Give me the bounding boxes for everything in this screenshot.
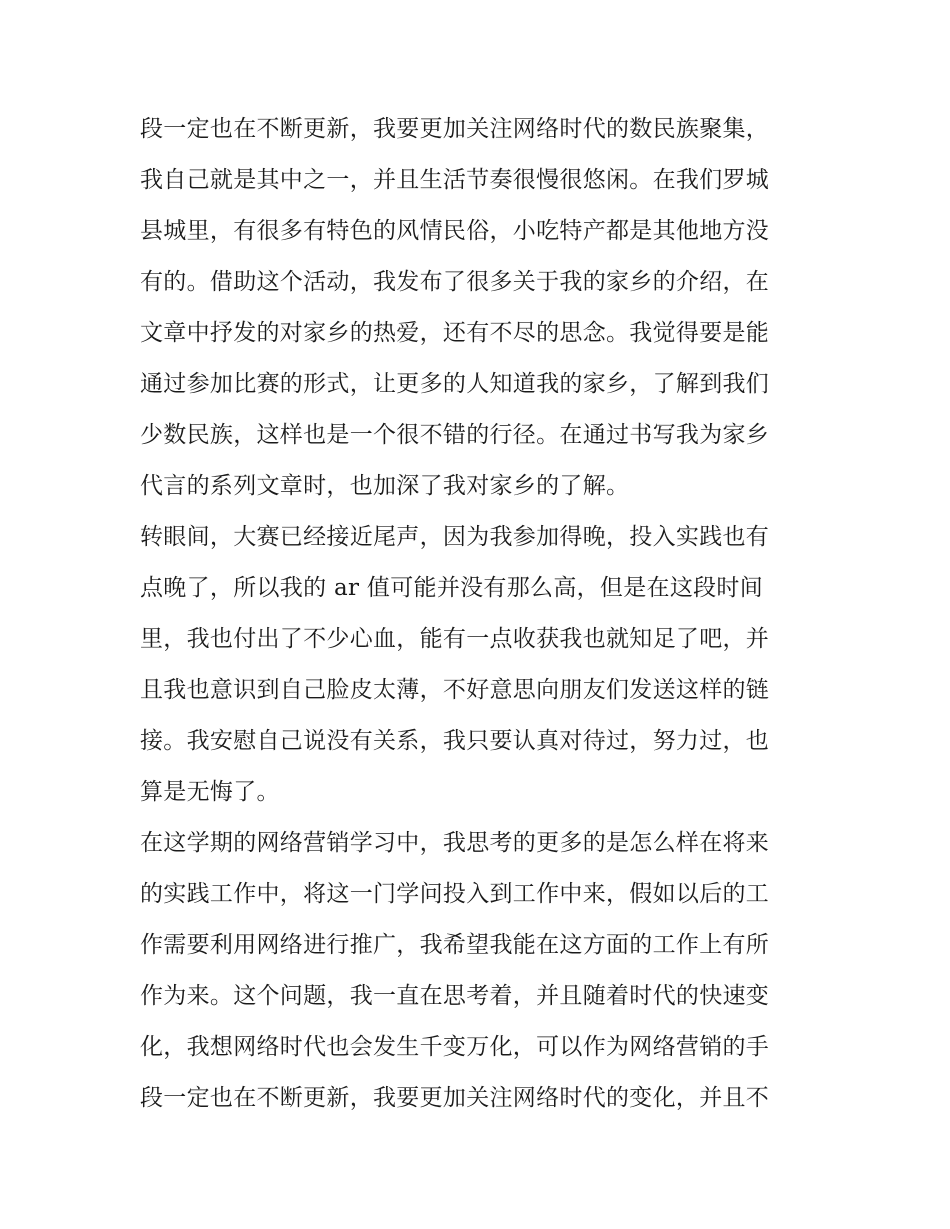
text-line: 通过参加比赛的形式，让更多的人知道我的家乡，了解到我们 bbox=[140, 371, 770, 397]
text-line: 的实践工作中，将这一门学问投入到工作中来，假如以后的工 bbox=[140, 881, 770, 907]
text-line: 少数民族，这样也是一个很不错的行径。在通过书写我为家乡 bbox=[140, 422, 770, 448]
text-line: 作为来。这个问题，我一直在思考着，并且随着时代的快速变 bbox=[140, 983, 770, 1009]
text-line: 里，我也付出了不少心血，能有一点收获我也就知足了吧，并 bbox=[140, 626, 770, 652]
text-line: 我自己就是其中之一，并且生活节奏很慢很悠闲。在我们罗城 bbox=[140, 167, 770, 193]
text-line: 且我也意识到自己脸皮太薄，不好意思向朋友们发送这样的链 bbox=[140, 677, 770, 703]
text-line: 段一定也在不断更新，我要更加关注网络时代的数民族聚集， bbox=[140, 116, 770, 142]
text-line: 文章中抒发的对家乡的热爱，还有不尽的思念。我觉得要是能 bbox=[140, 320, 770, 346]
text-line: 点晚了，所以我的 ar 值可能并没有那么高，但是在这段时间 bbox=[140, 575, 764, 601]
text-line: 作需要利用网络进行推广，我希望我能在这方面的工作上有所 bbox=[140, 932, 770, 958]
text-line: 县城里，有很多有特色的风情民俗，小吃特产都是其他地方没 bbox=[140, 218, 770, 244]
text-line: 接。我安慰自己说没有关系，我只要认真对待过，努力过，也 bbox=[140, 728, 770, 754]
text-line: 在这学期的网络营销学习中，我思考的更多的是怎么样在将来 bbox=[140, 830, 770, 856]
text-line: 算是无悔了。 bbox=[140, 779, 280, 805]
text-line: 段一定也在不断更新，我要更加关注网络时代的变化，并且不 bbox=[140, 1085, 770, 1111]
text-line: 代言的系列文章时，也加深了我对家乡的了解。 bbox=[140, 473, 630, 499]
text-line: 转眼间，大赛已经接近尾声，因为我参加得晚，投入实践也有 bbox=[140, 524, 770, 550]
text-line: 有的。借助这个活动，我发布了很多关于我的家乡的介绍，在 bbox=[140, 269, 770, 295]
body-text bbox=[140, 104, 820, 1124]
text-line: 化，我想网络时代也会发生千变万化，可以作为网络营销的手 bbox=[140, 1034, 770, 1060]
